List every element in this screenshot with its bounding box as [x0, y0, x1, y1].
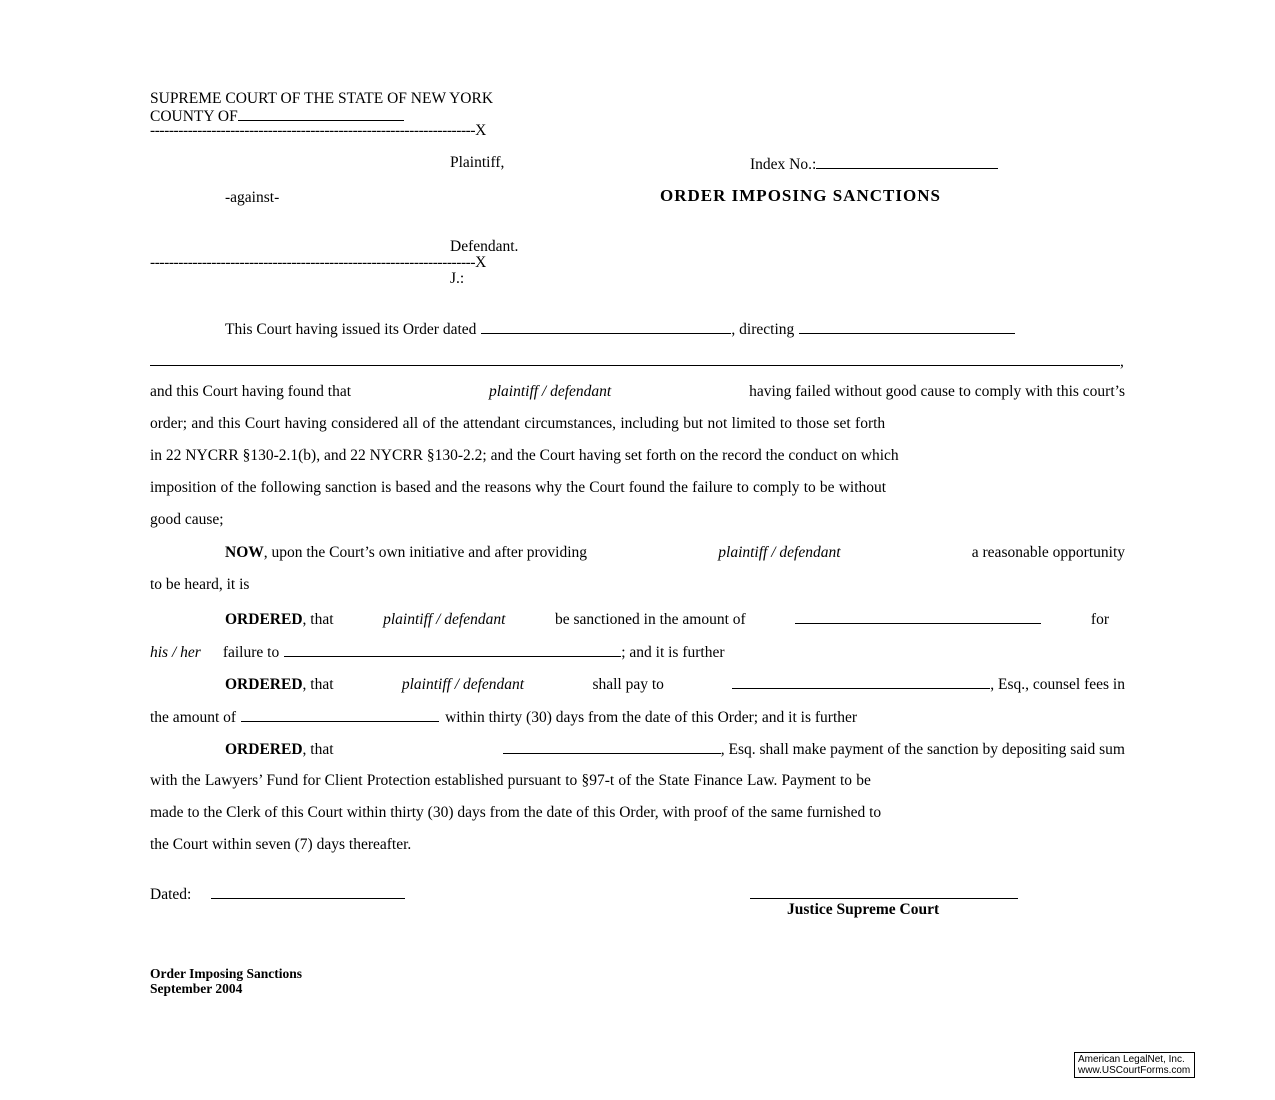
- party-choice: plaintiff / defendant: [383, 611, 506, 628]
- caption-divider-bottom: ---------------------------------------------------------------------X: [150, 254, 486, 271]
- against-label: -against-: [225, 189, 280, 206]
- ordered-heading: ORDERED: [225, 741, 303, 758]
- publisher-stamp: [1074, 1052, 1195, 1078]
- publisher-url: www.USCourtForms.com: [1078, 1065, 1191, 1076]
- caption-divider-top: ---------------------------------------------------------------------X: [150, 122, 486, 139]
- text: imposition of the following sanction is based and the reasons why the Court found the failure to comply to be without: [150, 479, 887, 496]
- judge-label: J.:: [450, 270, 465, 287]
- now-line-2: [150, 576, 249, 594]
- now-line: [225, 544, 1125, 562]
- dated-label: Dated:: [150, 886, 192, 903]
- county-label: COUNTY OF: [150, 108, 238, 125]
- payee-blank: [732, 674, 990, 689]
- body-line-3: [150, 383, 1125, 401]
- ordered-1-line: [225, 609, 1109, 627]
- text: ,: [1120, 353, 1124, 370]
- party-choice: plaintiff / defendant: [718, 544, 841, 561]
- ordered-2-line-2: [150, 707, 857, 725]
- footer-form-name: Order Imposing Sanctions: [150, 966, 303, 981]
- text: failure to: [222, 644, 280, 661]
- ordered-2-line: [225, 674, 1125, 692]
- ordered-3-line-4: [150, 836, 411, 854]
- text: to be heard, it is: [150, 576, 250, 593]
- directing-blank-continued: [150, 351, 1120, 366]
- text: order; and this Court having considered all of the attendant circumstances, including but not limited to those set forth: [150, 415, 886, 432]
- ordered-heading: ORDERED: [225, 676, 303, 693]
- text: made to the Clerk of this Court within thirty (30) days from the date of this Order, with proof of the same furnished to: [150, 804, 882, 821]
- text: within thirty (30) days from the date of this Order; and it is further: [445, 709, 858, 726]
- text: the Court within seven (7) days thereafter.: [150, 836, 412, 853]
- directing-blank: [799, 319, 1015, 334]
- court-name: SUPREME COURT OF THE STATE OF NEW YORK: [150, 90, 494, 107]
- order-date-blank: [481, 319, 731, 334]
- index-no-blank: [816, 154, 998, 169]
- text: , that: [302, 676, 334, 693]
- signature-line: [750, 898, 1018, 899]
- party-choice: plaintiff / defendant: [401, 676, 525, 693]
- plaintiff-label: Plaintiff,: [450, 154, 505, 171]
- pronoun-choice: his / her: [150, 644, 201, 661]
- text: , Esq., counsel fees in: [990, 676, 1125, 693]
- text: , Esq. shall make payment of the sanction by depositing said sum: [720, 741, 1125, 758]
- text: good cause;: [150, 511, 224, 528]
- defendant-label: Defendant.: [450, 238, 519, 255]
- attorney-blank: [503, 739, 721, 754]
- text: be sanctioned in the amount of: [555, 611, 746, 628]
- party-choice: plaintiff / defendant: [488, 383, 612, 400]
- body-line-1: [225, 319, 1125, 337]
- text: a reasonable opportunity: [971, 544, 1125, 561]
- index-no-label: Index No.:: [750, 156, 817, 173]
- body-line-4: [150, 415, 1125, 433]
- publisher-name: American LegalNet, Inc.: [1078, 1054, 1185, 1065]
- ordered-1-line-2: [150, 642, 725, 660]
- dated-line: [150, 884, 405, 904]
- text: This Court having issued its Order dated: [225, 321, 477, 338]
- body-line-7: [150, 511, 224, 529]
- text: in 22 NYCRR §130-2.1(b), and 22 NYCRR §130-2.2; and the Court having set forth on the record the conduct on which: [150, 447, 899, 464]
- body-line-6: [150, 479, 1125, 497]
- body-line-5: [150, 447, 1125, 465]
- text: , upon the Court’s own initiative and after providing: [263, 544, 588, 561]
- text: having failed without good cause to comply with this court’s: [749, 383, 1125, 400]
- ordered-3-line-3: [150, 804, 1125, 822]
- text: shall pay to: [592, 676, 664, 693]
- text: with the Lawyers’ Fund for Client Protection established pursuant to §97-t of the State Finance Law. Payment to be: [150, 772, 871, 789]
- counsel-fee-amount-blank: [241, 707, 439, 722]
- ordered-3-line: [225, 739, 1125, 757]
- body-line-2: [150, 351, 1126, 369]
- text: , directing: [731, 321, 795, 338]
- now-heading: NOW: [225, 544, 264, 561]
- text: for: [1090, 611, 1109, 628]
- text: ; and it is further: [621, 644, 725, 661]
- failure-blank: [284, 642, 621, 657]
- ordered-3-line-2: [150, 772, 1125, 790]
- text: and this Court having found that: [150, 383, 352, 400]
- county-blank: [238, 106, 404, 121]
- index-no: [750, 154, 998, 174]
- ordered-heading: ORDERED: [225, 611, 303, 628]
- sanction-amount-blank: [795, 609, 1041, 624]
- document-title: ORDER IMPOSING SANCTIONS: [660, 186, 941, 205]
- justice-label: Justice Supreme Court: [787, 901, 940, 918]
- dated-blank: [211, 884, 405, 899]
- text: the amount of: [150, 709, 237, 726]
- footer-date: September 2004: [150, 981, 243, 996]
- text: , that: [302, 611, 334, 628]
- text: , that: [302, 741, 334, 758]
